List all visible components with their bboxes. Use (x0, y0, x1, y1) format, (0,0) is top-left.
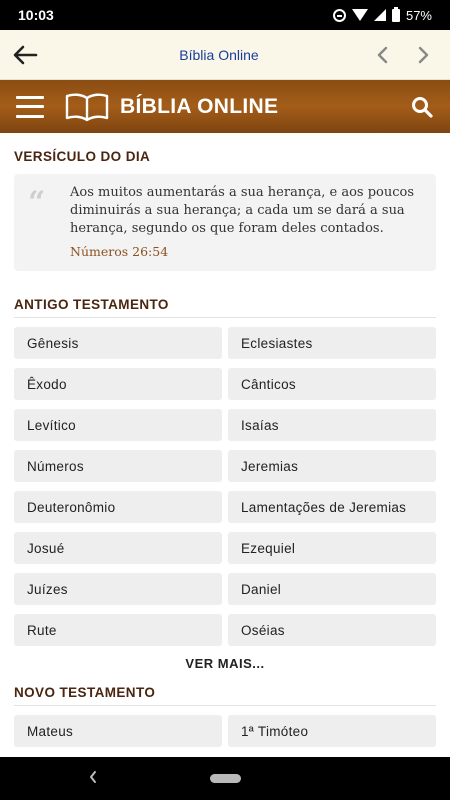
wifi-icon (352, 9, 368, 21)
book-button[interactable]: Levítico (14, 409, 222, 441)
browser-title: Bíblia Online (179, 46, 259, 63)
status-bar (0, 0, 450, 30)
book-button[interactable]: Josué (14, 532, 222, 564)
book-button[interactable]: Mateus (14, 715, 222, 747)
book-button[interactable]: Êxodo (14, 368, 222, 400)
site-logo-text: BÍBLIA ONLINE (120, 94, 279, 118)
book-button[interactable]: Gênesis (14, 327, 222, 359)
book-button[interactable]: Ezequiel (228, 532, 436, 564)
new-testament-title: NOVO TESTAMENTO (14, 685, 156, 700)
open-book-icon (64, 92, 110, 122)
verse-text: Aos muitos aumentarás a sua herança, e aos poucos diminuirás a sua herança; a cada um se dará a sua herança, segundo os que foram deles contados. (70, 185, 415, 236)
old-testament-title: ANTIGO TESTAMENTO (14, 297, 169, 312)
book-button[interactable]: Jeremias (228, 450, 436, 482)
book-button[interactable]: Cânticos (228, 368, 436, 400)
book-button[interactable]: Lamentações de Jeremias (228, 491, 436, 523)
verse-of-day-title: VERSÍCULO DO DIA (14, 149, 151, 164)
site-logo[interactable] (64, 92, 278, 122)
book-button[interactable]: Deuteronômio (14, 491, 222, 523)
do-not-disturb-icon (333, 9, 346, 22)
book-button[interactable]: Juízes (14, 573, 222, 605)
verse-reference[interactable]: Números 26:54 (70, 244, 169, 259)
site-header (0, 80, 450, 133)
signal-icon (374, 9, 386, 21)
search-button[interactable] (410, 95, 434, 119)
book-button[interactable]: Isaías (228, 409, 436, 441)
new-testament-divider (14, 705, 436, 706)
system-back-icon[interactable] (88, 769, 98, 785)
menu-button[interactable] (16, 96, 44, 118)
browser-toolbar (0, 30, 450, 80)
old-testament-books (14, 327, 436, 646)
verse-of-day-card[interactable] (14, 174, 436, 271)
new-testament-books (14, 715, 436, 747)
back-button[interactable] (0, 30, 50, 80)
page-nav (364, 30, 450, 80)
search-icon (410, 95, 434, 119)
book-button[interactable]: Daniel (228, 573, 436, 605)
see-more-link[interactable]: VER MAIS... (185, 656, 265, 671)
status-time: 10:03 (18, 7, 54, 23)
old-testament-divider (14, 317, 436, 318)
book-button[interactable]: Números (14, 450, 222, 482)
quote-icon: “ (28, 185, 46, 220)
book-button[interactable]: Oséias (228, 614, 436, 646)
chevron-left-icon (376, 46, 388, 64)
arrow-left-icon (12, 45, 38, 65)
book-button[interactable]: Eclesiastes (228, 327, 436, 359)
book-button[interactable]: 1ª Timóteo (228, 715, 436, 747)
system-nav-bar (0, 757, 450, 800)
book-button[interactable]: Rute (14, 614, 222, 646)
battery-icon (392, 9, 400, 22)
chevron-right-icon (418, 46, 430, 64)
previous-page-button[interactable] (364, 30, 400, 80)
main-content (0, 133, 450, 757)
status-icons (333, 8, 432, 23)
system-home-pill[interactable] (210, 774, 241, 783)
next-page-button[interactable] (406, 30, 442, 80)
battery-percent: 57% (405, 7, 432, 23)
